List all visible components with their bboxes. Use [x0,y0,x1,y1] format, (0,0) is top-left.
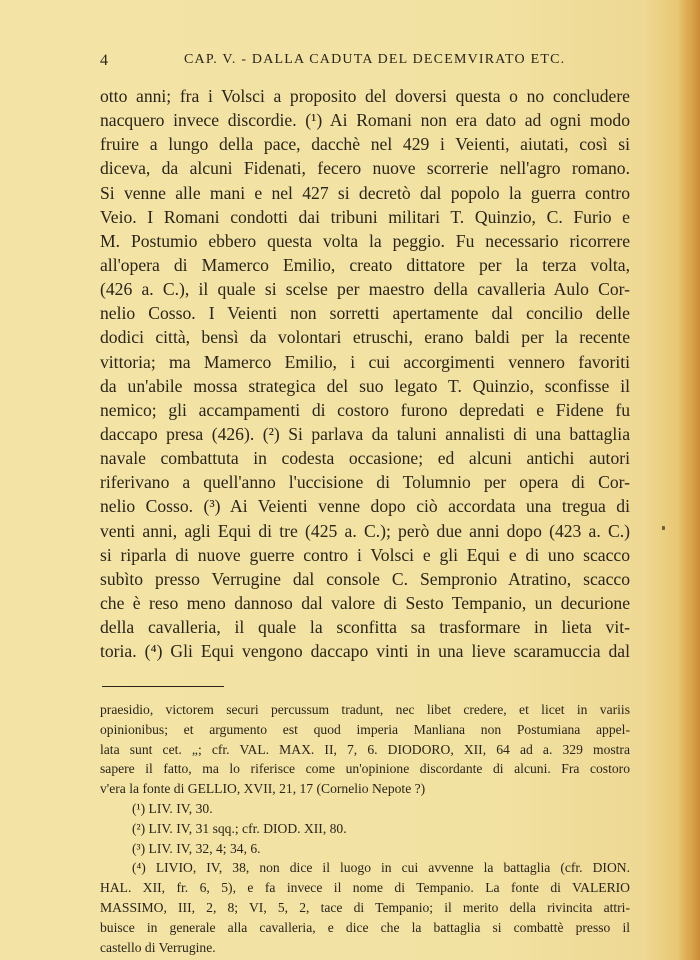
footnote-continuation-line: v'era la fonte di GELLIO, XVII, 21, 17 (Cornelio Nepote ?) [100,781,426,797]
footnote-continuation-line: opinionibus; et argumento est quod imperia Manliana non Postumiana appel- [100,721,630,737]
footnote-line: MASSIMO, III, 2, 8; VI, 5, 2, tace di Tempanio; il merito della rivincita attri- [100,899,630,915]
text-line: vittoria; ma Mamerco Emilio, i cui accorgimenti vennero favoriti [100,351,630,372]
text-line: Si venne alle mani e nel 427 si decretò dal popolo la guerra contro [100,182,630,203]
text-line: diceva, da alcuni Fidenati, fecero nuove scorrerie nell'agro romano. [100,158,630,179]
footnote-line: (³) LIV. IV, 32, 4; 34, 6. [132,840,261,856]
text-line: venti anni, agli Equi di tre (425 a. C.); però due anni dopo (423 a. C.) [100,520,630,541]
text-line: nelio Cosso. I Veienti non sorretti apertamente dal concilio delle [100,303,630,324]
text-line: M. Postumio ebbero questa volta la peggio. Fu necessario ricorrere [100,230,630,251]
text-line: otto anni; fra i Volsci a proposito del doversi questa o no concludere [100,86,630,106]
text-line: nelio Cosso. (³) Ai Veienti venne dopo ciò accordata una tregua di [100,496,630,517]
text-line: che è reso meno dannoso dal valore di Sesto Tempanio, un decurione [100,592,630,613]
text-line: subìto presso Verrugine dal console C. Sempronio Atratino, scacco [100,568,630,589]
text-line: dodici città, bensì da volontari etruschi, erano baldi per la recente [100,327,630,348]
text-line: della cavalleria, il quale la sconfitta sa trasformare in lieta vit- [100,617,630,638]
footnote-continuation-line: lata sunt cet. „; cfr. VAL. MAX. II, 7, 6. DIODORO, XII, 64 ad a. 329 mostra [100,741,630,757]
ink-speck [662,526,665,530]
text-line: nacquero invece discordie. (¹) Ai Romani non era dato ad ogni modo [100,110,630,131]
footnote-line: (¹) LIV. IV, 30. [132,800,213,816]
text-line: Veio. I Romani condotti dai tribuni militari T. Quinzio, C. Furio e [100,206,630,227]
text-line: nemico; gli accampamenti di costoro furono depredati e Fidene fu [100,399,630,420]
footnote-line: buisce in generale alla cavalleria, e dice che la battaglia si combattè presso il [100,919,630,935]
page-number: 4 [100,52,110,69]
text-line: riferivano a quell'anno l'uccisione di Tolumnio per opera di Cor- [100,472,630,493]
text-line: toria. (⁴) Gli Equi vengono daccapo vinti in una lieve scaramuccia dal [100,641,630,662]
page-edge-shadow [678,0,700,960]
text-line: fruire a lungo della pace, dacchè nel 429 i Veienti, aiutati, così si [100,134,630,155]
footnote-line: (²) LIV. IV, 31 sqq.; cfr. DIOD. XII, 80. [132,820,347,836]
text-line: all'opera di Mamerco Emilio, creato dittatore per la terza volta, [100,254,630,275]
running-header [100,52,630,72]
text-line: daccapo presa (426). (²) Si parlava da taluni annalisti di una battaglia [100,423,630,444]
footnotes [100,700,630,957]
footnote-continuation-line: sapere il fatto, ma lo riferisce come un'opinione discordante di alcuni. Fra costoro [100,761,630,777]
text-line: (426 a. C.), il quale si scelse per maestro della cavalleria Aulo Cor- [100,279,630,300]
footnote-line: (⁴) LIVIO, IV, 38, non dice il luogo in cui avvenne la battaglia (cfr. DION. [132,860,630,876]
text-line: si riparla di nuove guerre contro i Volsci e gli Equi e di uno scacco [100,544,630,565]
text-line: navale combattuta in codesta occasione; ed alcuni antichi autori [100,448,630,469]
main-text [100,84,630,663]
footnote-line: castello di Verrugine. [100,939,216,955]
text-line: da un'abile mossa strategica del suo legato T. Quinzio, sconfisse il [100,375,630,396]
footnote-separator [102,686,224,687]
running-title: CAP. V. - DALLA CADUTA DEL DECEMVIRATO ETC. [184,52,566,67]
footnote-line: HAL. XII, fr. 6, 5), e fa invece il nome di Tempanio. La fonte di VALERIO [100,880,630,896]
footnote-continuation-line: praesidio, victorem securi percussum tradunt, nec libet credere, et licet in variis [100,702,630,717]
